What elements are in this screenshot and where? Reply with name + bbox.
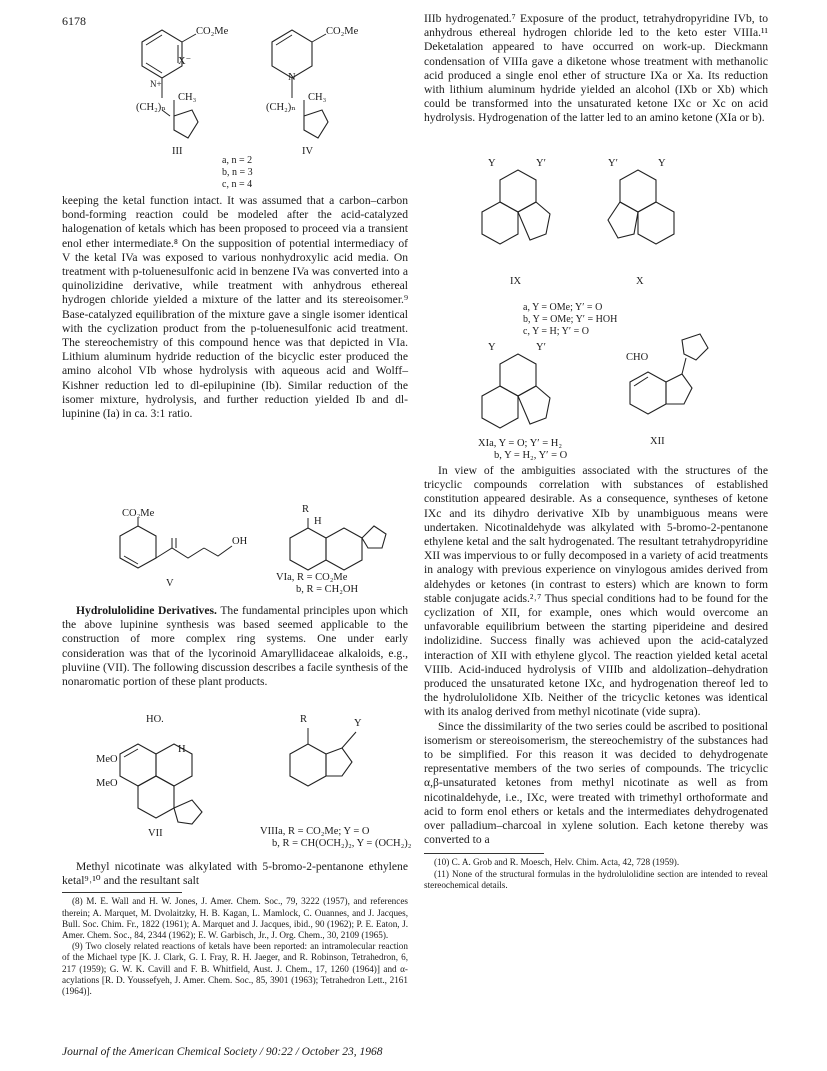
ch2n-label: (CH₂)ₙ [136, 102, 166, 113]
structure-VIII-drawing [250, 714, 410, 844]
structure-VIII [250, 714, 412, 849]
n-value-a: a, n = 2 [222, 155, 253, 166]
structure-XII-drawing [620, 330, 730, 460]
journal-footer: Journal of the American Chemical Society / 90:22 / October 23, 1968 [62, 1046, 383, 1058]
n-value-c: c, n = 4 [222, 179, 253, 190]
footnote-10: (10) C. A. Grob and R. Moesch, Helv. Chim. Acta, 42, 728 (1959). [434, 857, 680, 868]
right-column [424, 12, 768, 126]
h-label: H [314, 516, 322, 527]
ch2n-label: (CH₂)ₙ [266, 102, 296, 113]
structure-IX-drawing [480, 158, 590, 298]
structure-IV-drawing [240, 10, 380, 155]
compound-label: III [172, 146, 183, 157]
r-label: R [300, 714, 308, 725]
value-a: a, Y = OMe; Y′ = O [523, 302, 603, 313]
footnote-8: (8) M. E. Wall and H. W. Jones, J. Amer. Chem. Soc., 79, 3222 (1957), and references therein; A. Marquet, M. Dvolaitzky, H. B. Kagan, L. Mamlock, C. Ouannes, and J. Jacques, Bull. Soc. Chim. Fr., 1822 (1961); A. Marquet and J. Jacques, ibid., 90 (1962); P. E. Eaton, J. Amer. Chem. Soc., 84, 2344 (1962); E. W. Garbisch, Jr., J. Org. Chem., 30, 2109 (1965). [62, 896, 408, 941]
compound-label: VII [148, 828, 163, 839]
structure-IV [240, 10, 380, 155]
paragraph: The fundamental principles upon which the above lupinine synthesis was based seemed applicable to the construction of more complex ring systems. One under early consideration was that of the lycorinoid Amaryllidaceae alkaloids, e.g., pluviine (VII). The following discussion describes a facile synthesis of the nonaromatic portion of these plant products. [62, 604, 408, 689]
structure-X [600, 158, 710, 298]
structure-VII [96, 714, 230, 844]
right-column-body [424, 464, 768, 891]
cho-label: CHO [626, 352, 649, 363]
compound-label: IX [510, 276, 522, 287]
left-column-section [62, 604, 408, 689]
meo-label-2: MeO [96, 778, 118, 789]
structure-VII-drawing [100, 714, 230, 844]
r-label: R [302, 504, 310, 515]
structure-V-drawing [100, 510, 260, 595]
h-label: H [178, 744, 186, 755]
paragraph: Since the dissimilarity of the two series could be ascribed to positional isomerism or stereoisomerism, the stereochemistry of the substances had to be simplified. For this reason it was decided to dehydrogenate representative members of the two series of compounds. The tricyclic α,β-unsaturated ketones from methyl nicotinate as well as from nicotinaldehyde, i.e., IXc, were treated with trimethyl orthoformate and acid to form enol ethers or ketals and the intermediates dehydrogenated over palladium–charcoal in xylene solution. Each ketone thereby was converted to a [424, 719, 768, 847]
y-prime-label: Y′ [536, 158, 546, 169]
n-value-b: b, n = 3 [222, 167, 253, 178]
structure-XII [620, 330, 730, 460]
ch3-label: CH₃ [178, 92, 197, 103]
n-values-list [222, 155, 302, 191]
ho-label: HO. [146, 714, 164, 725]
page-number: 6178 [62, 14, 86, 28]
paragraph: In view of the ambiguities associated with the structures of the tricyclic compounds correlation with substances of established constitution appeared desirable. As a consequence, syntheses of ketone IXc and its dihydro derivative XIb by unambiguous means were undertaken. Nicotinaldehyde was alkylated with 5-bromo-2-pentanone ethylene ketal and the salt hydrogenated. The resultant tetrahydropyridine XII was impervious to or fully decomposed in a variety of acid treatments in analogy with previous experience on vinylogous amides derived from aldehydes or ketones (in contrast to esters) which are known to form stable conjugate acids.²˒⁷ Thus special conditions had to be found for the cyclization of XII, for example, ones which would overcome an unfavorable equilibrium between the starting piperideine and desired indolizidine. Success finally was achieved upon the acid-catalyzed interaction of XII with ethylene glycol. The reaction yielded ketal acetal VIIIb. Acid-induced hydrolysis of VIIIb and aldolization–dehydration produced the unsaturated ketone IXc, and hydrogenation thereof led to the hydrolulolidone XIb. Neither of the tricyclic ketones was identical with its analog derived from methyl nicotinate (vide supra). [424, 464, 768, 719]
paragraph: keeping the ketal function intact. It was assumed that a carbon–carbon bond-forming reaction could be modeled after the acid-catalyzed halogenation of ketals which has been proposed to proceed via a transient enol ether intermediate.⁸ On the supposition of potential intermediacy of V the ketal IVa was exposed to various nonhydroxylic acid media. On treatment with p-toluenesulfonic acid in benzene IVa was converted into a quinolizidine derivative, while treatment with anhydrous ethereal hydrogen chloride yielded a mixture of the latter and its stereoisomer.⁹ Base-catalyzed equilibration of the mixture gave a single isomer identical with the cyclization product from the p-toluenesulfonic acid treatment. The stereochemistry of this compound hence was that depicted in VIa. Lithium aluminum hydride reduction of the bicyclic ester produced the amino alcohol VIb whose hydrolysis with aqueous acid and Wolff–Kishner reduction led to dl-epilupinine (Ib). Similar reduction of the isomer mixture, hydrolysis, and further reduction yielded Ib and dl-lupinine (Ia) in ca. 3:1 ratio. [62, 194, 408, 421]
n-label: N [288, 72, 296, 83]
structure-VI [276, 504, 400, 600]
y-prime-label: Y′ [536, 342, 546, 353]
co2me-label: CO₂Me [196, 26, 229, 37]
oh-label: OH [232, 536, 248, 547]
compound-label: IV [302, 146, 314, 157]
structure-XI [480, 342, 600, 462]
y-prime-label: Y′ [608, 158, 618, 169]
counterion-label: X⁻ [178, 56, 192, 67]
compound-label-a: VIa, R = CO₂Me [276, 572, 348, 583]
compound-label: V [166, 578, 174, 589]
y-label: Y [488, 342, 496, 353]
section-heading: Hydrolulolidine Derivatives. [76, 604, 217, 617]
compound-label-b: b, R = CH(OCH₂)₂, Y = (OCH₂)₂ [272, 838, 412, 849]
ch3-label: CH₃ [308, 92, 327, 103]
compound-label-b: b, Y = H₂, Y′ = O [494, 450, 568, 461]
y-label: Y [488, 158, 496, 169]
structure-V [100, 510, 260, 595]
left-column [62, 194, 408, 421]
paragraph: IIIb hydrogenated.⁷ Exposure of the product, tetrahydropyridine IVb, to anhydrous ethereal hydrogen chloride led to the keto ester VIIIa.¹¹ Deketalation appeared to have occurred on work-up. Dieckmann condensation of VIIIa gave a diketone whose treatment with methanolic acid produced a single enol ether of structure IXa or Xa. Its reduction with lithium aluminum hydride yielded an alcohol (IXb or Xb) which could be transformed into the unsaturated ketone IXc or Xc on acid hydrolysis. Hydrogenation of the latter led to an amino ketone (XIa or b). [424, 12, 768, 125]
footnote-rule [62, 892, 182, 893]
left-column-end [62, 860, 408, 997]
value-b: b, Y = OMe; Y′ = HOH [523, 314, 618, 325]
compound-label: XII [650, 436, 665, 447]
y-label: Y [658, 158, 666, 169]
structure-III [110, 10, 230, 155]
compound-label-b: b, R = CH₂OH [296, 584, 359, 595]
compound-label: X [636, 276, 644, 287]
compound-label-a: VIIIa, R = CO₂Me; Y = O [260, 826, 370, 837]
n-plus-label: N+ [150, 79, 162, 89]
co2me-label: CO₂Me [122, 508, 155, 519]
footnote-9: (9) Two closely related reactions of ketals have been reported: an intramolecular reaction of the Michael type [K. J. Clark, G. I. Fray, R. H. Jaeger, and R. Robinson, Tetrahedron, 6, 217 (1959); G. W. K. Cavill and F. B. Whitfield, Aust. J. Chem., 17, 1260 (1964)] and α-acylations [R. D. Youssefyeh, J. Amer. Chem. Soc., 85, 3901 (1963); Tetrahedron Lett., 2161 (1964)]. [62, 941, 408, 997]
meo-label-1: MeO [96, 754, 118, 765]
footnote-11: (11) None of the structural formulas in the hydrolulolidine section are intended to reveal stereochemical details. [424, 868, 768, 890]
footnotes-right [424, 857, 768, 891]
footnote-rule [424, 853, 544, 854]
paragraph: Methyl nicotinate was alkylated with 5-bromo-2-pentanone ethylene ketal⁹˒¹⁰ and the resultant salt [62, 860, 408, 888]
structure-X-drawing [600, 158, 710, 298]
y-label: Y [354, 718, 362, 729]
footnotes-left [62, 896, 408, 997]
compound-label-a: XIa, Y = O; Y′ = H₂ [478, 438, 562, 449]
co2me-label: CO₂Me [326, 26, 359, 37]
structure-IX [480, 158, 590, 298]
value-c: c, Y = H; Y′ = O [523, 326, 589, 337]
